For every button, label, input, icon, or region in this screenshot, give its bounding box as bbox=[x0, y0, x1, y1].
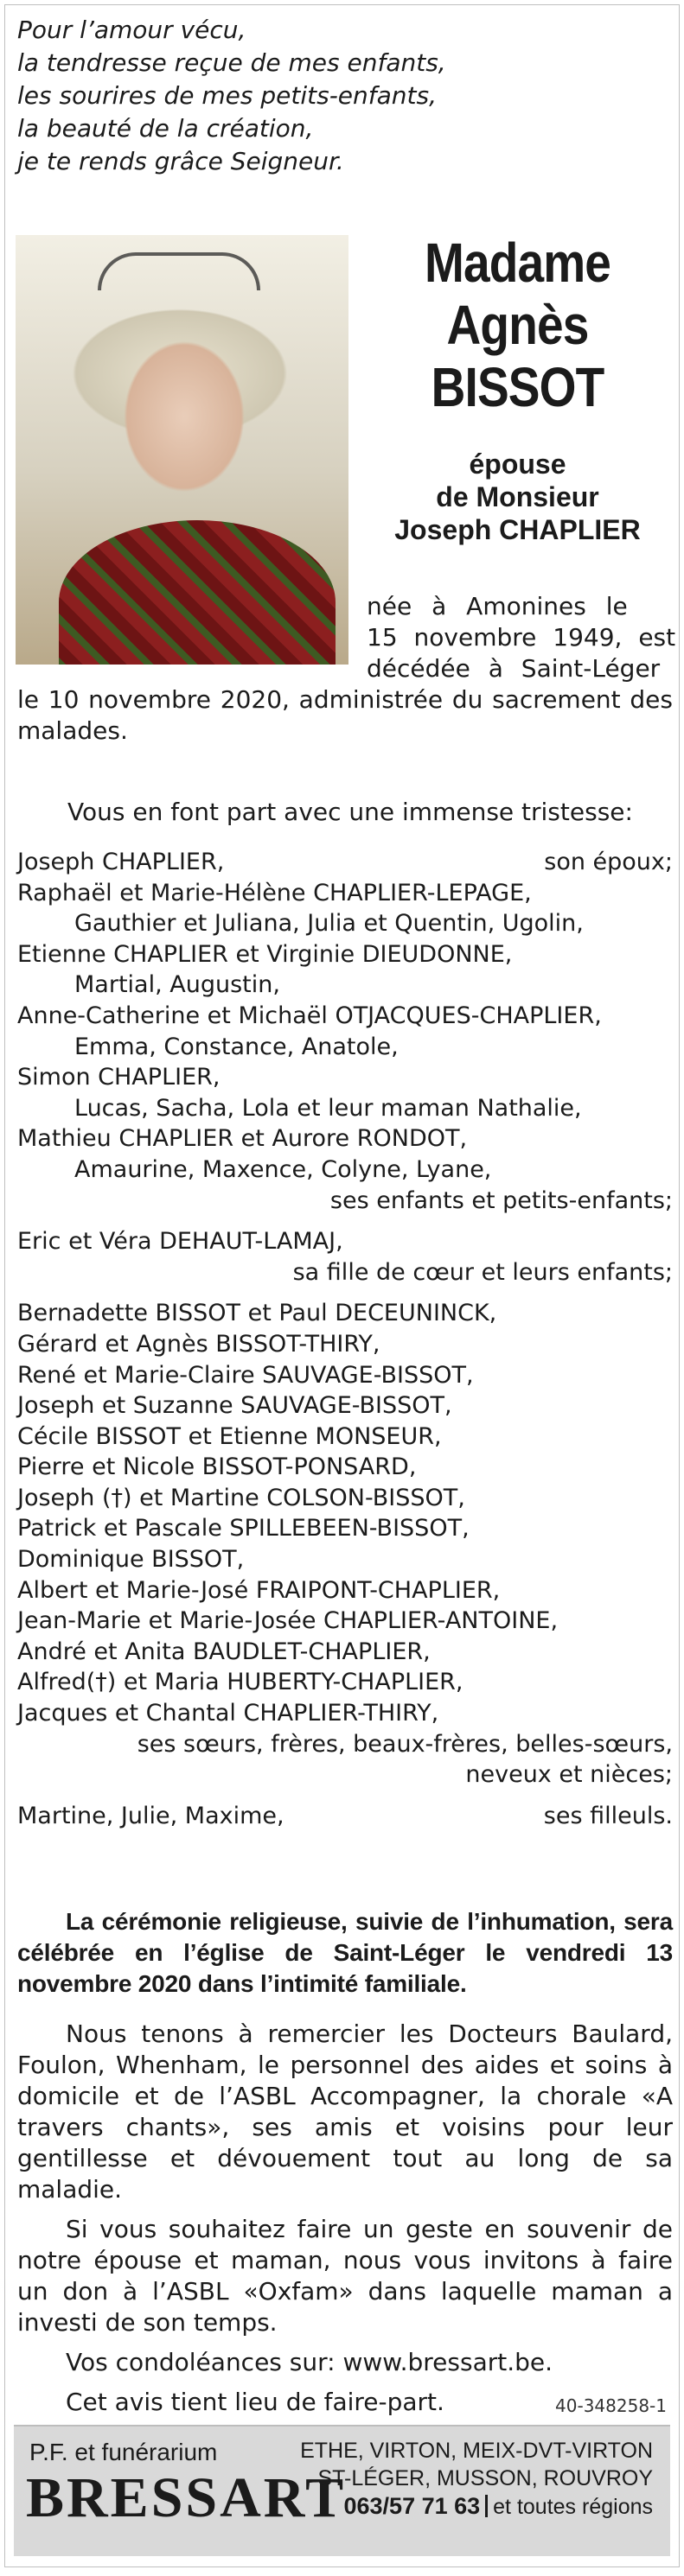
family-member: Bernadette BISSOT et Paul DECEUNINCK, bbox=[17, 1300, 497, 1327]
funeral-home-address bbox=[300, 2437, 653, 2521]
family-relation: sa fille de cœur et leurs enfants; bbox=[292, 1258, 673, 1286]
family-member: Eric et Véra DEHAUT-LAMAJ, bbox=[17, 1228, 343, 1256]
family-row bbox=[17, 970, 673, 1001]
family-member: Patrick et Pascale SPILLEBEEN-BISSOT, bbox=[17, 1515, 470, 1542]
family-row bbox=[17, 1062, 673, 1093]
birth-line: 15 novembre 1949, est bbox=[367, 623, 676, 652]
family-member: Anne-Catherine et Michaël OTJACQUES-CHAPLIER, bbox=[17, 1002, 602, 1029]
reference-number: 40-348258-1 bbox=[555, 2395, 667, 2416]
family-relation: ses filleuls. bbox=[543, 1802, 673, 1829]
deceased-name-block bbox=[368, 232, 667, 546]
poem-line: la beauté de la création, bbox=[17, 114, 314, 143]
family-member: Pierre et Nicole BISSOT-PONSARD, bbox=[17, 1453, 417, 1481]
family-member: Joseph CHAPLIER, bbox=[17, 849, 225, 875]
family-gap bbox=[17, 1790, 673, 1801]
poem-line: la tendresse reçue de mes enfants, bbox=[17, 48, 446, 77]
family-row bbox=[17, 1729, 673, 1760]
family-member: Gérard et Agnès BISSOT-THIRY, bbox=[17, 1330, 380, 1358]
family-member: Martine, Julie, Maxime, bbox=[17, 1802, 284, 1829]
notice-paragraph: Cet avis tient lieu de faire-part. bbox=[66, 2388, 444, 2416]
birth-death-continuation: le 10 novembre 2020, administrée du sacrement des malades. bbox=[17, 685, 673, 745]
announcement-intro: Vous en font part avec une immense tristesse: bbox=[67, 798, 633, 826]
portrait-photo bbox=[16, 235, 348, 665]
address-line: ETHE, VIRTON, MEIX-DVT-VIRTON bbox=[300, 2439, 653, 2463]
family-row bbox=[17, 1329, 673, 1360]
family-member: Simon CHAPLIER, bbox=[17, 1064, 221, 1091]
family-row bbox=[17, 1390, 673, 1422]
family-relation: ses enfants et petits-enfants; bbox=[329, 1186, 673, 1214]
family-member: René et Marie-Claire SAUVAGE-BISSOT, bbox=[17, 1361, 474, 1389]
family-member: Dominique BISSOT, bbox=[17, 1546, 245, 1574]
family-member: Jacques et Chantal CHAPLIER-THIRY, bbox=[17, 1700, 439, 1727]
funeral-home-label: P.F. et funérarium bbox=[29, 2439, 218, 2465]
family-row bbox=[17, 1226, 673, 1257]
family-row bbox=[17, 847, 673, 878]
family-row bbox=[17, 1001, 673, 1032]
family-row bbox=[17, 1298, 673, 1329]
family-row bbox=[17, 878, 673, 909]
family-member: Alfred(†) et Maria HUBERTY-CHAPLIER, bbox=[17, 1669, 463, 1696]
family-row bbox=[17, 1123, 673, 1154]
family-member: Cécile BISSOT et Etienne MONSEUR, bbox=[17, 1422, 442, 1450]
family-row bbox=[17, 908, 673, 939]
deceased-name-line: BISSOT bbox=[431, 356, 604, 418]
family-member: André et Anita BAUDLET-CHAPLIER, bbox=[17, 1638, 431, 1665]
spouse-line: épouse bbox=[469, 448, 566, 480]
family-member: Etienne CHAPLIER et Virginie DIEUDONNE, bbox=[17, 940, 513, 968]
birth-death-info bbox=[367, 591, 676, 684]
family-row bbox=[17, 1032, 673, 1063]
family-relation: neveux et nièces; bbox=[465, 1761, 673, 1789]
family-member: Amaurine, Maxence, Colyne, Lyane, bbox=[74, 1155, 492, 1183]
family-member: Joseph (†) et Martine COLSON-BISSOT, bbox=[17, 1484, 465, 1511]
ceremony-details: La cérémonie religieuse, suivie de l’inhumation, sera célébrée en l’église de Saint-Léger le vendredi 13 novembre 2020 dans l’intimité familiale. bbox=[17, 1908, 673, 1997]
family-row bbox=[17, 1186, 673, 1217]
family-member: Gauthier et Juliana, Julia et Quentin, Ugolin, bbox=[74, 910, 584, 938]
family-row bbox=[17, 1698, 673, 1729]
scarf-shape bbox=[59, 520, 336, 665]
family-member: Lucas, Sacha, Lola et leur maman Nathalie, bbox=[74, 1094, 582, 1122]
closing-paragraphs bbox=[17, 2019, 673, 2427]
family-row bbox=[17, 1154, 673, 1186]
family-row bbox=[17, 1544, 673, 1575]
separator bbox=[485, 2495, 488, 2517]
family-row bbox=[17, 939, 673, 970]
family-member: Jean-Marie et Marie-Josée CHAPLIER-ANTOINE, bbox=[17, 1607, 559, 1635]
family-member: Martial, Augustin, bbox=[74, 971, 280, 999]
family-row bbox=[17, 1575, 673, 1606]
family-row bbox=[17, 1093, 673, 1124]
family-row bbox=[17, 1801, 673, 1832]
family-row bbox=[17, 1637, 673, 1668]
glasses-shape bbox=[98, 252, 260, 290]
thanks-paragraph: Nous tenons à remercier les Docteurs Baulard, Foulon, Whenham, le personnel des aides et soins à domicile et de l’ASBL Accompagner, la chorale «A travers chants», ses amis et voisins pour leur gentillesse et dévouement tout au long de sa maladie. bbox=[17, 2019, 673, 2204]
family-row bbox=[17, 1667, 673, 1698]
deceased-name-line: Madame bbox=[424, 232, 611, 294]
address-line: ST-LÉGER, MUSSON, ROUVROY bbox=[317, 2466, 653, 2490]
family-row bbox=[17, 1257, 673, 1288]
family-row bbox=[17, 1513, 673, 1544]
obituary-notice bbox=[4, 4, 680, 2567]
regions-text: et toutes régions bbox=[493, 2495, 653, 2519]
family-relation: son époux; bbox=[544, 849, 673, 875]
family-relation: ses sœurs, frères, beaux-frères, belles-sœurs, bbox=[137, 1730, 673, 1758]
family-member: Mathieu CHAPLIER et Aurore RONDOT, bbox=[17, 1125, 468, 1153]
family-row bbox=[17, 1483, 673, 1514]
poem-line: Pour l’amour vécu, bbox=[17, 16, 246, 44]
family-row bbox=[17, 1422, 673, 1453]
deceased-name-line: Agnès bbox=[446, 294, 589, 356]
birth-line: décédée à Saint-Léger bbox=[367, 654, 661, 683]
family-row bbox=[17, 1759, 673, 1790]
family-member: Emma, Constance, Anatole, bbox=[74, 1033, 399, 1060]
family-row bbox=[17, 1360, 673, 1391]
spouse-line: Joseph CHAPLIER bbox=[394, 514, 641, 545]
family-member: Joseph et Suzanne SAUVAGE-BISSOT, bbox=[17, 1392, 452, 1420]
family-gap bbox=[17, 1216, 673, 1226]
family-member: Albert et Marie-José FRAIPONT-CHAPLIER, bbox=[17, 1576, 501, 1604]
family-row bbox=[17, 1606, 673, 1637]
family-row bbox=[17, 1452, 673, 1483]
contact-line bbox=[300, 2492, 653, 2521]
phone-number[interactable]: 063/57 71 63 bbox=[343, 2493, 481, 2519]
family-list bbox=[17, 847, 673, 1831]
poem bbox=[17, 14, 623, 178]
donation-paragraph: Si vous souhaitez faire un geste en souvenir de notre épouse et maman, nous vous invitons à faire un don à l’ASBL «Oxfam» dans laquelle maman a investi de son temps. bbox=[17, 2215, 673, 2337]
poem-line: les sourires de mes petits-enfants, bbox=[17, 81, 437, 110]
funeral-home-footer bbox=[14, 2425, 670, 2556]
birth-line: née à Amonines le bbox=[367, 592, 628, 620]
spouse-line: de Monsieur bbox=[436, 481, 599, 512]
condolences-paragraph: Vos condoléances sur: www.bressart.be. bbox=[66, 2348, 553, 2376]
family-gap bbox=[17, 1288, 673, 1298]
funeral-home-logo: BRESSART bbox=[26, 2466, 347, 2529]
poem-line: je te rends grâce Seigneur. bbox=[17, 147, 344, 175]
family-member: Raphaël et Marie-Hélène CHAPLIER-LEPAGE, bbox=[17, 879, 532, 906]
spouse-block bbox=[368, 448, 667, 546]
